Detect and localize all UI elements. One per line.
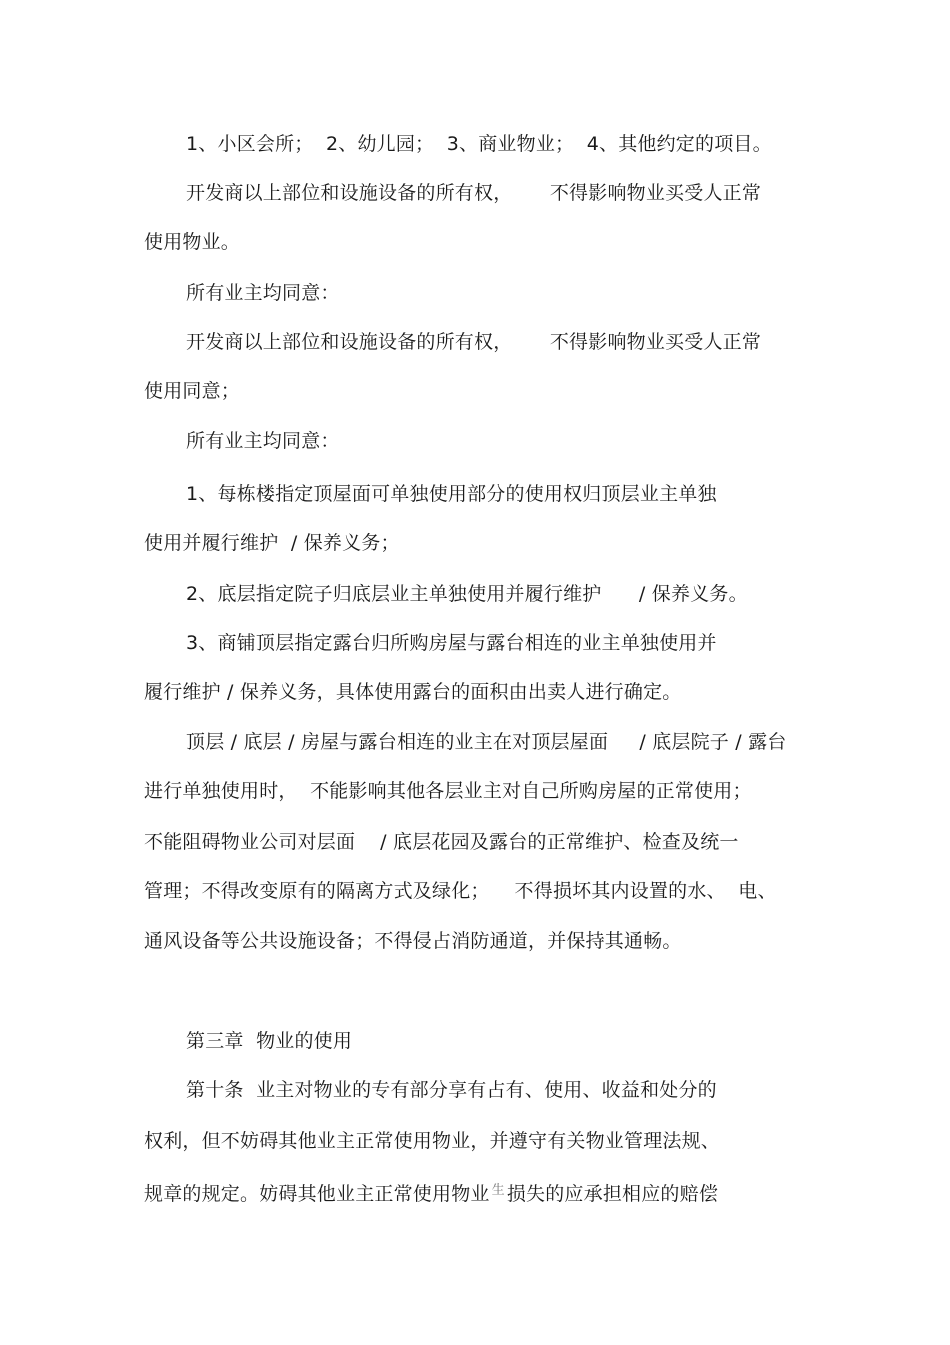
paragraph-line: 开发商以上部位和设施设备的所有权， 不得影响物业买受人正常 [186, 182, 762, 204]
paragraph-line: 不能阻碍物业公司对层面 / 底层花园及露台的正常维护、检查及统一 [144, 831, 739, 853]
chapter-heading: 第三章 物业的使用 [186, 1030, 353, 1052]
text-segment: 规章的规定。妨碍其他业主正常使用物业 [144, 1183, 490, 1205]
paragraph-line: 使用并履行维护 / 保养义务； [144, 532, 400, 554]
paragraph-line: 开发商以上部位和设施设备的所有权， 不得影响物业买受人正常 [186, 331, 762, 353]
paragraph-line: 2、底层指定院子归底层业主单独使用并履行维护 / 保养义务。 [186, 583, 748, 605]
paragraph-line [144, 1179, 718, 1206]
text-segment: 损失的应承担相应的赔偿 [506, 1183, 719, 1205]
small-glyph: 生 [491, 1183, 505, 1198]
paragraph-line: 1、每栋楼指定顶屋面可单独使用部分的使用权归顶层业主单独 [186, 483, 717, 505]
paragraph-line: 管理；不得改变原有的隔离方式及绿化； 不得损坏其内设置的水、 电、 [144, 880, 777, 902]
paragraph-line: 第十条 业主对物业的专有部分享有占有、使用、收益和处分的 [186, 1079, 717, 1101]
paragraph-line: 3、商铺顶层指定露台归所购房屋与露台相连的业主单独使用并 [186, 632, 717, 654]
paragraph-line: 通风设备等公共设施设备；不得侵占消防通道，并保持其通畅。 [144, 930, 682, 952]
paragraph-line: 使用同意； [144, 380, 241, 402]
paragraph-line: 进行单独使用时， 不能影响其他各层业主对自己所购房屋的正常使用； [144, 780, 752, 802]
paragraph-line: 权利，但不妨碍其他业主正常使用物业，并遵守有关物业管理法规、 [144, 1130, 721, 1152]
paragraph-line: 1、小区会所； 2、幼儿园； 3、商业物业； 4、其他约定的项目。 [186, 133, 772, 155]
paragraph-line: 使用物业。 [144, 231, 241, 253]
paragraph-line: 顶层 / 底层 / 房屋与露台相连的业主在对顶层屋面 / 底层院子 / 露台 [186, 731, 787, 753]
paragraph-line: 履行维护 / 保养义务，具体使用露台的面积由出卖人进行确定。 [144, 681, 682, 703]
paragraph-line: 所有业主均同意： [186, 282, 340, 304]
paragraph-line: 所有业主均同意： [186, 430, 340, 452]
